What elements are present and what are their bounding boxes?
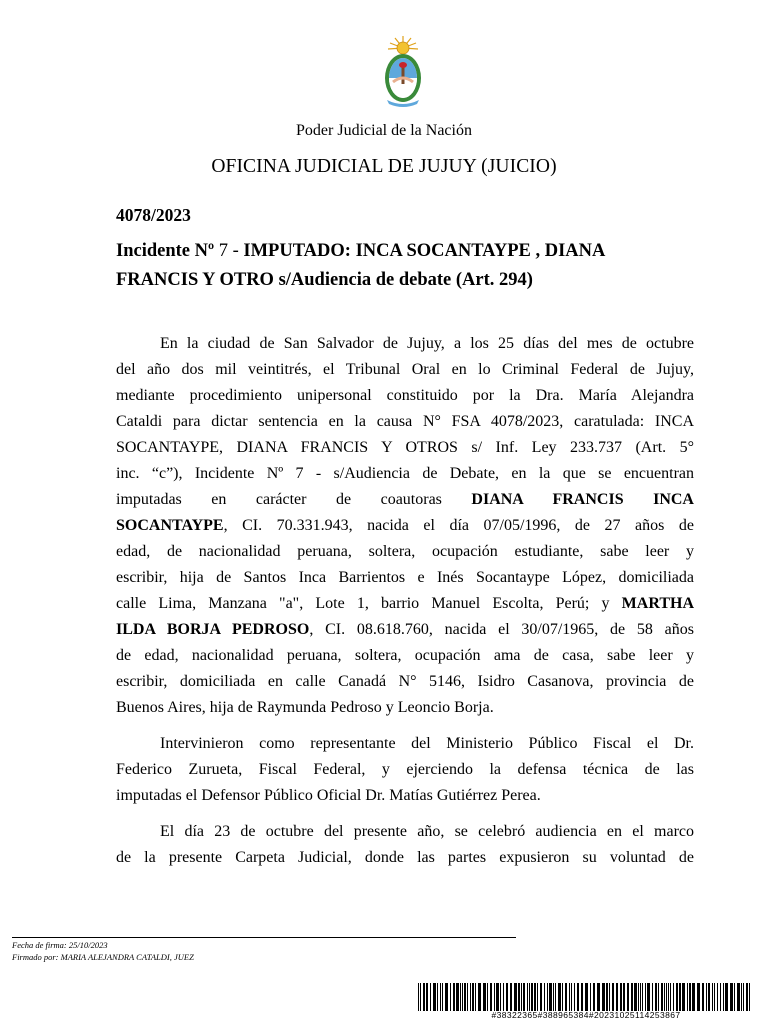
paragraph-line: Buenos Aires, hija de Raymunda Pedroso y Leoncio Borja.	[116, 699, 494, 716]
footer-divider	[12, 937, 516, 938]
defendant-name: DIANA FRANCIS INCA	[471, 491, 694, 508]
barcode-bar	[741, 983, 742, 1011]
case-number: 4078/2023	[116, 205, 191, 225]
barcode-bar	[440, 983, 441, 1011]
barcode-bar	[749, 983, 750, 1011]
barcode-bar	[620, 983, 622, 1011]
paragraph-line: SOCANTAYPE, DIANA FRANCIS Y OTROS s/ Inf. Ley 233.737 (Art. 5°	[116, 439, 694, 456]
paragraph-line: El día 23 de octubre del presente año, se celebró audiencia en el marco	[160, 823, 694, 840]
barcode-bar	[645, 983, 646, 1011]
barcode-bar	[717, 983, 718, 1011]
barcode-bar	[655, 983, 657, 1011]
barcode-bar	[527, 983, 528, 1011]
barcode-bar	[562, 983, 563, 1011]
barcode-bar	[666, 983, 667, 1011]
barcode-bar	[483, 983, 486, 1011]
barcode-bar	[673, 983, 674, 1011]
barcode-bar	[549, 983, 552, 1011]
barcode-bar	[723, 983, 724, 1011]
barcode-bar	[442, 983, 443, 1011]
barcode-bar	[456, 983, 459, 1011]
barcode-bar	[558, 983, 561, 1011]
barcode-bar	[467, 983, 468, 1011]
paragraph-line: escribir, domiciliada en calle Canadá N° 5146, Isidro Casanova, provincia de	[116, 673, 694, 690]
paragraph-line: En la ciudad de San Salvador de Jujuy, a los 25 días del mes de octubre	[160, 335, 694, 352]
barcode-bar	[460, 983, 461, 1011]
barcode-bar	[464, 983, 466, 1011]
barcode-bar	[627, 983, 629, 1011]
barcode-bar	[445, 983, 448, 1011]
barcode-bar	[652, 983, 653, 1011]
case-title-line: FRANCIS Y OTRO s/Audiencia de debate (Art. 294)	[116, 270, 533, 290]
barcode-bar	[553, 983, 554, 1011]
barcode-bar	[706, 983, 707, 1011]
barcode-bar	[682, 983, 685, 1011]
barcode-bar	[521, 983, 522, 1011]
text-segment: calle Lima, Manzana "a", Lote 1, barrio Manuel Escolta, Perú; y	[116, 595, 622, 612]
barcode-bar	[642, 983, 643, 1011]
barcode-bar	[746, 983, 748, 1011]
barcode-bar	[534, 983, 536, 1011]
paragraph-line	[116, 516, 694, 536]
paragraph-line: escribir, hija de Santos Inca Barrientos e Inés Socantaype López, domiciliada	[116, 569, 694, 586]
barcode-bar	[426, 983, 428, 1011]
barcode-bar	[478, 983, 481, 1011]
barcode-bar	[529, 983, 530, 1011]
barcode-bar	[574, 983, 575, 1011]
barcode-bar	[540, 983, 542, 1011]
paragraph-line: Cataldi para dictar sentencia en la causa N° FSA 4078/2023, caratulada: INCA	[116, 413, 694, 430]
office-name: OFICINA JUDICIAL DE JUJUY (JUICIO)	[211, 156, 557, 177]
barcode-bar	[437, 983, 438, 1011]
barcode-bar	[647, 983, 650, 1011]
barcode-bar	[708, 983, 710, 1011]
barcode-bar	[616, 983, 618, 1011]
barcode-bar	[500, 983, 501, 1011]
barcode-bar	[418, 983, 419, 1011]
paragraph-line: edad, de nacionalidad peruana, soltera, ocupación estudiante, sabe leer y	[116, 543, 694, 560]
barcode-bar	[737, 983, 740, 1011]
barcode-bar	[518, 983, 520, 1011]
signature-date: Fecha de firma: 25/10/2023	[12, 940, 108, 950]
barcode-bar	[420, 983, 421, 1011]
barcode-bar	[687, 983, 688, 1011]
barcode-bar	[585, 983, 588, 1011]
barcode-bar	[725, 983, 728, 1011]
text-segment: , CI. 08.618.760, nacida el 30/07/1965, de 58 años	[309, 621, 694, 638]
barcode-bar	[523, 983, 525, 1011]
signed-by: Firmado por: MARIA ALEJANDRA CATALDI, JUEZ	[12, 952, 194, 962]
barcode-bar	[702, 983, 704, 1011]
title-normal-segment: 7 -	[214, 241, 244, 261]
barcode-bar	[462, 983, 463, 1011]
barcode-bar	[692, 983, 695, 1011]
paragraph-line: Federico Zurueta, Fiscal Federal, y ejerciendo la defensa técnica de las	[116, 761, 694, 778]
barcode-bar	[547, 983, 548, 1011]
barcode-bar	[544, 983, 545, 1011]
paragraph-line: inc. “c”), Incidente Nº 7 - s/Audiencia de Debate, en la que se encuentran	[116, 465, 694, 482]
barcode-bar	[571, 983, 572, 1011]
barcode-bar	[661, 983, 663, 1011]
text-segment: imputadas en carácter de coautoras	[116, 491, 472, 508]
barcode-bar	[590, 983, 591, 1011]
barcode-bar	[597, 983, 600, 1011]
paragraph-line	[116, 594, 694, 614]
barcode-bar	[658, 983, 659, 1011]
title-bold-segment: Incidente Nº	[116, 241, 215, 261]
barcode-bar	[631, 983, 633, 1011]
barcode-bar	[609, 983, 610, 1011]
barcode-bar	[634, 983, 637, 1011]
barcode-bar	[612, 983, 614, 1011]
barcode-bar	[664, 983, 665, 1011]
barcode-bar	[623, 983, 625, 1011]
paragraph-line: mediante procedimiento unipersonal constituido por la Dra. María Alejandra	[116, 387, 694, 404]
barcode-bar	[506, 983, 508, 1011]
barcode-bar	[602, 983, 605, 1011]
barcode-bar	[734, 983, 735, 1011]
paragraph-line	[116, 620, 694, 640]
paragraph-line: de edad, nacionalidad peruana, soltera, ocupación ama de casa, sabe leer y	[116, 647, 694, 664]
barcode-number: #38322365#388965384#20231025114253867	[491, 1010, 681, 1020]
barcode-bar	[472, 983, 474, 1011]
barcode-bar	[668, 983, 669, 1011]
barcode-bar	[712, 983, 713, 1011]
defendant-name: MARTHA	[621, 595, 694, 612]
barcode-bar	[714, 983, 715, 1011]
barcode-bar	[423, 983, 425, 1011]
barcode-bar	[679, 983, 681, 1011]
case-title-line	[116, 241, 605, 262]
barcode-bar	[450, 983, 451, 1011]
barcode-bar	[430, 983, 431, 1011]
paragraph-line	[116, 490, 694, 510]
barcode-bar	[670, 983, 671, 1011]
title-bold-segment: IMPUTADO: INCA SOCANTAYPE , DIANA	[243, 241, 606, 261]
barcode-bar	[514, 983, 517, 1011]
barcode-bar	[565, 983, 567, 1011]
barcode-bar	[470, 983, 471, 1011]
barcode-bar	[490, 983, 492, 1011]
paragraph-line: imputadas el Defensor Público Oficial Dr. Matías Gutiérrez Perea.	[116, 787, 541, 804]
defendant-name: SOCANTAYPE	[116, 517, 224, 534]
barcode-bar	[730, 983, 733, 1011]
barcode-bar	[531, 983, 533, 1011]
barcode-bar	[433, 983, 436, 1011]
barcode-bar	[720, 983, 721, 1011]
paragraph-line: Intervinieron como representante del Ministerio Público Fiscal el Dr.	[160, 735, 694, 752]
organization-name: Poder Judicial de la Nación	[296, 122, 472, 139]
defendant-name: ILDA BORJA PEDROSO	[116, 621, 310, 638]
barcode-bar	[510, 983, 512, 1011]
barcode-bar	[581, 983, 583, 1011]
barcode-bar	[487, 983, 488, 1011]
barcode-bar	[697, 983, 700, 1011]
barcode-bar	[593, 983, 595, 1011]
barcode-bar	[606, 983, 608, 1011]
barcode-bar	[743, 983, 744, 1011]
barcode-bar	[555, 983, 556, 1011]
barcode-bar	[496, 983, 499, 1011]
barcode-bar	[640, 983, 641, 1011]
barcode-bar	[537, 983, 538, 1011]
barcode-bar	[676, 983, 678, 1011]
barcode-bar	[569, 983, 570, 1011]
barcode-bar	[503, 983, 504, 1011]
barcode-icon	[418, 983, 754, 1011]
barcode-bar	[475, 983, 476, 1011]
barcode-bar	[494, 983, 495, 1011]
paragraph-line: de la presente Carpeta Judicial, donde las partes expusieron su voluntad de	[116, 849, 694, 866]
barcode-bar	[577, 983, 579, 1011]
barcode-bar	[453, 983, 455, 1011]
paragraph-line: del año dos mil veintitrés, el Tribunal Oral en lo Criminal Federal de Jujuy,	[116, 361, 694, 378]
coat-of-arms-icon	[381, 34, 425, 110]
barcode-bar	[638, 983, 639, 1011]
text-segment: , CI. 70.331.943, nacida el día 07/05/1996, de 27 años de	[223, 517, 694, 534]
barcode-bar	[689, 983, 691, 1011]
